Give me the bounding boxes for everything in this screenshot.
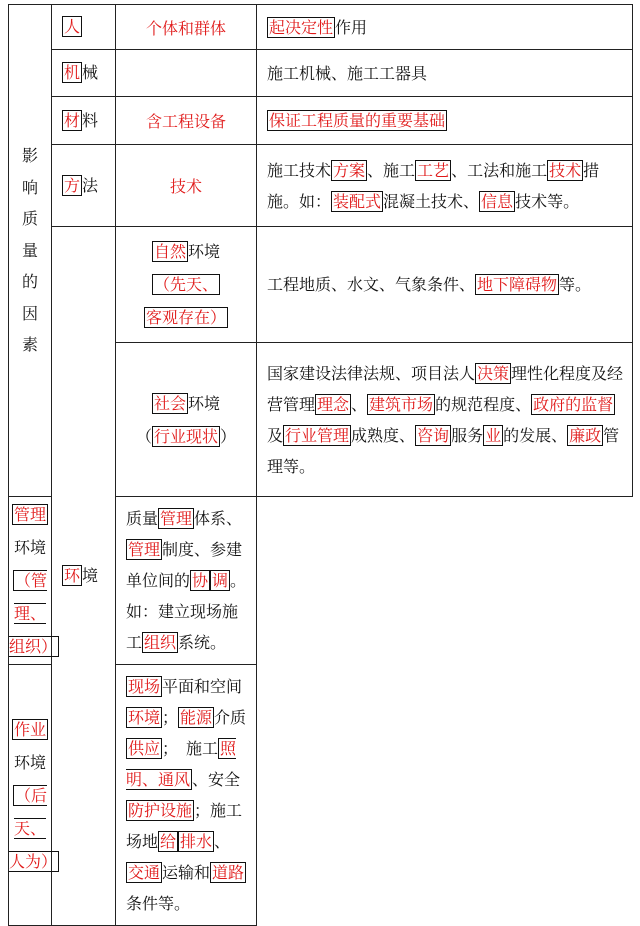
management-desc-box: 管理 <box>160 509 193 528</box>
method-box: 方案 <box>333 160 366 180</box>
natural-desc-box: 地下障碍物 <box>477 275 558 294</box>
factor-material-box: 材 <box>64 110 81 130</box>
social-text: （ <box>135 426 152 446</box>
management-desc-text: 系统。 <box>178 633 227 652</box>
material-desc <box>257 97 633 145</box>
people-category: 个体和群体 <box>116 5 257 50</box>
factor-method-text: 法 <box>82 175 99 195</box>
people-desc-box: 起决定性 <box>269 17 334 37</box>
people-desc <box>257 5 633 50</box>
social-box: 行业现状 <box>153 426 218 446</box>
method-box: 装配式 <box>333 191 382 211</box>
category-cell <box>9 5 52 497</box>
management-env-desc <box>116 497 257 665</box>
work-box: （后天、人为） <box>9 785 58 871</box>
factor-machine-text: 械 <box>82 63 99 83</box>
method-text: 、施工 <box>367 160 416 180</box>
method-desc <box>257 145 633 227</box>
social-env-desc <box>257 343 633 497</box>
work-desc-box: 供应 <box>128 739 161 758</box>
management-env-category <box>9 497 58 665</box>
work-env-desc <box>116 665 257 926</box>
method-category: 技术 <box>116 145 257 227</box>
work-desc-box: 给 <box>160 832 177 851</box>
social-text: ） <box>220 426 237 446</box>
factor-environment-box: 环 <box>64 566 81 586</box>
factor-method <box>52 145 116 227</box>
category-char: 的 <box>21 272 38 292</box>
social-desc-text: 的发展、 <box>503 425 568 445</box>
work-desc-text: 运输和 <box>162 863 211 882</box>
factor-method-box: 方 <box>64 175 81 195</box>
table-row-machine <box>9 50 633 97</box>
work-desc-text: 条件等。 <box>126 894 191 913</box>
natural-box: （先天、 <box>153 275 218 294</box>
social-desc-box: 咨询 <box>417 425 450 445</box>
management-desc-box: 协 <box>192 571 209 590</box>
table-row-people <box>9 5 633 50</box>
social-desc-text: 、 <box>351 394 368 414</box>
method-box: 工艺 <box>417 160 450 180</box>
method-text: 措施。如： <box>267 160 600 211</box>
factor-people-box: 人 <box>64 17 81 37</box>
factor-machine-box: 机 <box>64 63 81 83</box>
factor-environment <box>52 227 116 926</box>
social-desc-box: 理念 <box>317 394 350 414</box>
work-env-category <box>9 665 58 926</box>
work-desc-box: 环境 <box>128 708 161 727</box>
management-desc-box: 组织 <box>144 633 177 652</box>
work-desc-text: ； <box>162 708 179 727</box>
method-text: 施工技术 <box>267 160 332 180</box>
work-desc-box: 排水 <box>180 832 213 851</box>
work-desc-text: 介质 <box>214 708 247 727</box>
social-desc-text: 理性化程度及经营管理 <box>267 363 624 414</box>
social-env-category <box>116 343 257 497</box>
table-row-method <box>9 145 633 227</box>
work-desc-text: 平面和空间 <box>162 677 243 696</box>
natural-env-category <box>116 227 257 343</box>
factor-people <box>52 5 116 50</box>
social-desc-text: 成熟度、 <box>351 425 416 445</box>
social-desc-text: 服务 <box>451 425 484 445</box>
method-box: 技术 <box>549 160 582 180</box>
natural-box: 客观存在） <box>145 308 226 327</box>
management-box: （管理、组织） <box>9 571 58 656</box>
work-desc-box: 现场 <box>128 677 161 696</box>
table-row-env-natural <box>9 227 633 343</box>
social-desc-text: 及 <box>267 425 284 445</box>
category-char: 因 <box>21 303 38 323</box>
social-desc-text: 管理等。 <box>267 425 620 476</box>
category-char: 响 <box>21 177 38 197</box>
social-text: 环境 <box>188 393 221 413</box>
material-desc-box: 保证工程质量的重要基础 <box>269 111 446 130</box>
social-desc-box: 业 <box>485 425 502 445</box>
management-desc-box: 管理 <box>128 540 161 559</box>
factor-material <box>52 97 116 145</box>
work-desc-box: 能源 <box>180 708 213 727</box>
management-desc-box: 调 <box>212 571 229 590</box>
category-char: 影 <box>21 145 38 165</box>
work-desc-text: 、安全 <box>192 770 241 789</box>
social-box: 社会 <box>153 393 186 413</box>
natural-desc-text: 工程地质、水文、气象条件、 <box>267 275 476 294</box>
social-desc-text: 国家建设法律法规、项目法人 <box>267 363 476 383</box>
work-desc-text: 、 <box>214 832 231 851</box>
social-desc-box: 建筑市场 <box>369 394 434 414</box>
natural-box: 自然 <box>153 242 186 261</box>
factor-material-text: 料 <box>82 110 99 130</box>
natural-desc-text: 等。 <box>559 275 592 294</box>
method-text: 、工法和施工 <box>451 160 548 180</box>
social-desc-box: 决策 <box>477 363 510 383</box>
category-char: 质 <box>21 209 38 229</box>
work-desc-box: 交通 <box>128 863 161 882</box>
work-desc-box: 道路 <box>212 863 245 882</box>
natural-text: 环境 <box>188 242 221 261</box>
factor-machine <box>52 50 116 97</box>
people-desc-text: 作用 <box>335 17 368 37</box>
management-box: 管理 <box>13 505 46 524</box>
work-desc-text: ； 施工 <box>162 739 219 758</box>
management-desc-text: 制度、参建单位间的 <box>126 540 243 590</box>
management-text: 环境 <box>13 538 46 557</box>
quality-factors-table <box>8 4 633 926</box>
table-row-material <box>9 97 633 145</box>
social-desc-box: 廉政 <box>569 425 602 445</box>
management-desc-text: 体系、 <box>194 509 243 528</box>
category-char: 素 <box>21 335 38 355</box>
method-box: 信息 <box>481 191 514 211</box>
management-desc-text: 质量 <box>126 509 159 528</box>
work-desc-box: 防护设施 <box>128 801 193 820</box>
machine-category <box>116 50 257 97</box>
social-desc-text: 的规范程度、 <box>435 394 532 414</box>
method-text: 技术等。 <box>515 191 580 211</box>
method-text: 混凝土技术、 <box>383 191 480 211</box>
work-text: 环境 <box>13 752 46 772</box>
machine-desc: 施工机械、施工工器具 <box>257 50 633 97</box>
category-char: 量 <box>21 240 38 260</box>
management-desc-text: 。如：建立现场施工 <box>126 571 247 652</box>
work-desc-box: 照明、通风 <box>126 739 237 789</box>
work-desc-text: ；施工场地 <box>126 801 243 851</box>
natural-env-desc <box>257 227 633 343</box>
social-desc-box: 行业管理 <box>285 425 350 445</box>
material-category: 含工程设备 <box>116 97 257 145</box>
work-box: 作业 <box>13 719 46 739</box>
social-desc-box: 政府的监督 <box>533 394 614 414</box>
factor-environment-text: 境 <box>82 566 99 586</box>
